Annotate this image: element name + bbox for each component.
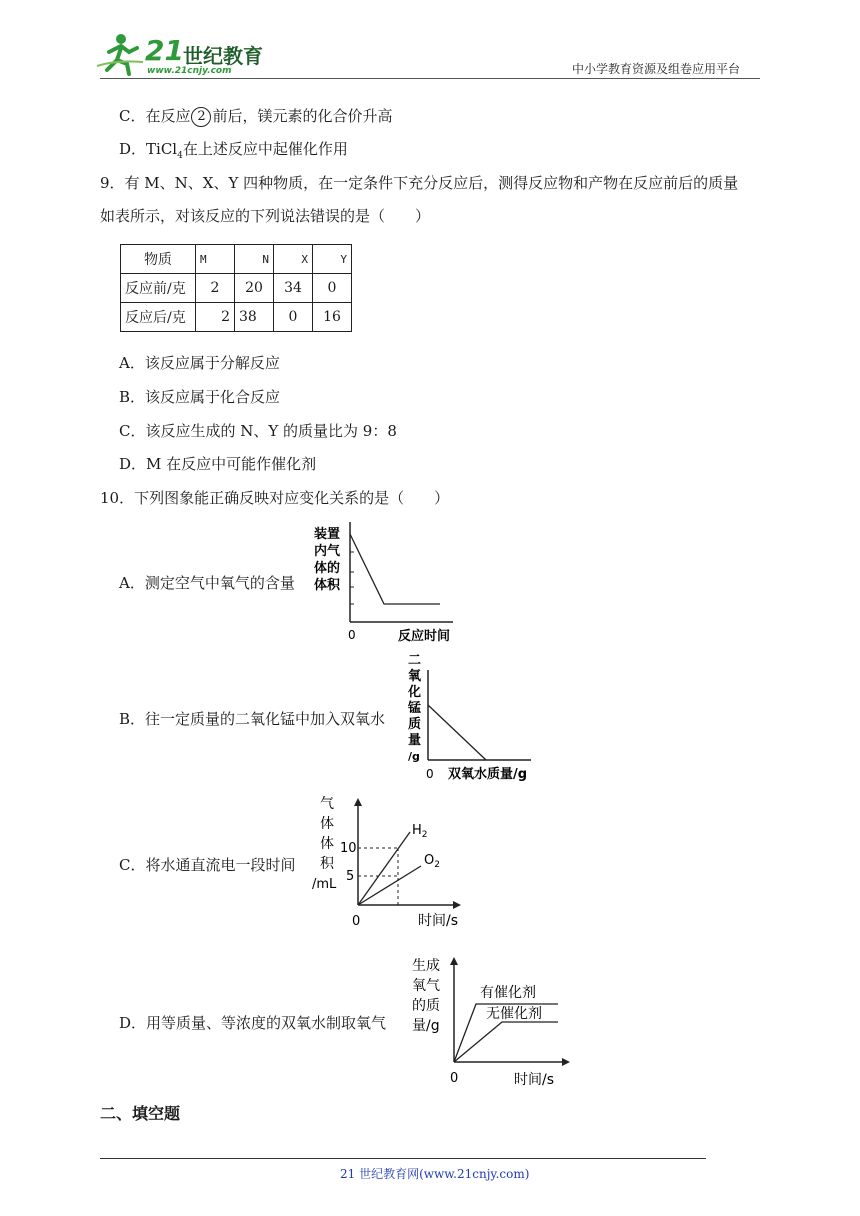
graph-label: 生成 <box>412 958 440 974</box>
footer-link[interactable]: 21 世纪教育网(www.21cnjy.com) <box>340 1167 530 1181</box>
graph-label: 积 <box>320 856 334 872</box>
footer-divider <box>100 1158 706 1159</box>
svg-text:H2 <box>412 823 428 840</box>
logo-url: www.21cnjy.com <box>147 66 232 76</box>
graph-label: 气 <box>320 796 334 812</box>
graph-a <box>308 522 458 647</box>
table-cell: 物质 <box>121 245 196 274</box>
graph-b <box>406 650 556 785</box>
graph-a-ylabel: 装置 <box>314 527 341 542</box>
graph-c-o2-line <box>358 866 421 905</box>
graph-label: 双氧水质量/g <box>448 767 528 782</box>
graph-label: 二 <box>408 653 422 668</box>
graph-label: 锰 <box>408 701 422 716</box>
graph-label: 氧 <box>408 669 422 684</box>
q9-option-d: D．M 在反应中可能作催化剂 <box>119 455 317 473</box>
table-cell: 反应后/克 <box>121 303 196 332</box>
graph-label: 化 <box>408 685 422 700</box>
table-row <box>121 274 352 303</box>
table-row <box>121 245 352 274</box>
q9-mass-table <box>120 244 352 332</box>
q9-option-a: A．该反应属于分解反应 <box>119 354 280 372</box>
q10-option-a: A．测定空气中氧气的含量 <box>119 574 295 592</box>
graph-label: 无催化剂 <box>486 1006 542 1022</box>
table-cell: 2 <box>196 303 235 332</box>
q9-stem-line2: 如表所示，对该反应的下列说法错误的是（ ） <box>100 207 431 225</box>
graph-label: 0 <box>426 767 434 781</box>
graph-a-ylabel: 体的 <box>314 561 341 576</box>
logo-chinese: 世纪教育 <box>183 44 263 68</box>
graph-c-h2-line <box>358 832 410 905</box>
q9-option-b: B．该反应属于化合反应 <box>119 388 281 406</box>
header-divider <box>100 78 760 79</box>
q10-option-c: C．将水通直流电一段时间 <box>119 856 296 874</box>
q10-option-b: B．往一定质量的二氧化锰中加入双氧水 <box>119 710 386 728</box>
q8-option-d: D．TiCl$_4$在上述反应中起催化作用 <box>119 140 348 161</box>
table-cell: 反应前/克 <box>121 274 196 303</box>
q10-option-d: D．用等质量、等浓度的双氧水制取氧气 <box>119 1014 387 1032</box>
graph-label: 体 <box>320 836 334 852</box>
table-cell: X <box>274 245 313 274</box>
graph-label: 氧气 <box>412 978 440 994</box>
graph-b-curve <box>428 705 486 760</box>
table-row <box>121 303 352 332</box>
q9-option-c: C．该反应生成的 N、Y 的质量比为 9：8 <box>119 422 397 440</box>
graph-c <box>306 790 466 930</box>
logo-number: 21 <box>145 34 184 67</box>
graph-label: 10 <box>340 841 357 856</box>
circled-number: 2 <box>191 107 211 127</box>
graph-label: 质 <box>408 717 422 732</box>
graph-label: 5 <box>346 869 355 884</box>
table-cell: 0 <box>313 274 352 303</box>
header-logo <box>95 30 265 78</box>
table-cell: M <box>196 245 235 274</box>
q10-stem: 10．下列图象能正确反映对应变化关系的是（ ） <box>100 489 450 507</box>
graph-label: 0 <box>352 914 361 929</box>
table-cell: N <box>235 245 274 274</box>
graph-label: 2 <box>434 860 440 870</box>
graph-label: 量 <box>408 733 422 748</box>
table-cell: Y <box>313 245 352 274</box>
table-cell: 38 <box>235 303 274 332</box>
graph-label: /g <box>408 750 420 763</box>
table-cell: 16 <box>313 303 352 332</box>
graph-label: 的质 <box>412 998 440 1014</box>
table-cell: 0 <box>274 303 313 332</box>
graph-a-xlabel: 反应时间 <box>398 629 451 644</box>
runner-logo-icon <box>95 30 147 76</box>
header-platform-text: 中小学教育资源及组卷应用平台 <box>572 62 741 76</box>
graph-a-ylabel: 体积 <box>314 578 341 593</box>
q9-stem-line1: 9．有 M、N、X、Y 四种物质，在一定条件下充分反应后，测得反应物和产物在反应前后的质量 <box>100 174 739 192</box>
graph-label: 量/g <box>412 1018 440 1034</box>
table-cell: 34 <box>274 274 313 303</box>
graph-label: /mL <box>312 877 337 892</box>
q9-table-wrap <box>120 244 352 332</box>
graph-label: 时间/s <box>514 1072 555 1088</box>
graph-a-curve <box>350 534 440 604</box>
graph-d <box>410 952 580 1092</box>
graph-label: O <box>424 853 435 868</box>
graph-d-nocat-line <box>454 1022 558 1062</box>
graph-label: 体 <box>320 816 334 832</box>
table-cell: 2 <box>196 274 235 303</box>
graph-label: 2 <box>421 830 428 840</box>
graph-label: 0 <box>450 1071 459 1086</box>
q8-option-c: C．在反应 2 前后，镁元素的化合价升高 <box>119 107 393 125</box>
graph-label: 有催化剂 <box>480 985 536 1001</box>
section-title: 二、填空题 <box>100 1104 181 1123</box>
table-cell: 20 <box>235 274 274 303</box>
graph-a-origin: 0 <box>348 628 356 642</box>
graph-label: 时间/s <box>418 913 459 929</box>
svg-text:O2 <box>424 853 440 870</box>
graph-label: H <box>412 823 422 838</box>
graph-a-ylabel: 内气 <box>314 544 341 559</box>
